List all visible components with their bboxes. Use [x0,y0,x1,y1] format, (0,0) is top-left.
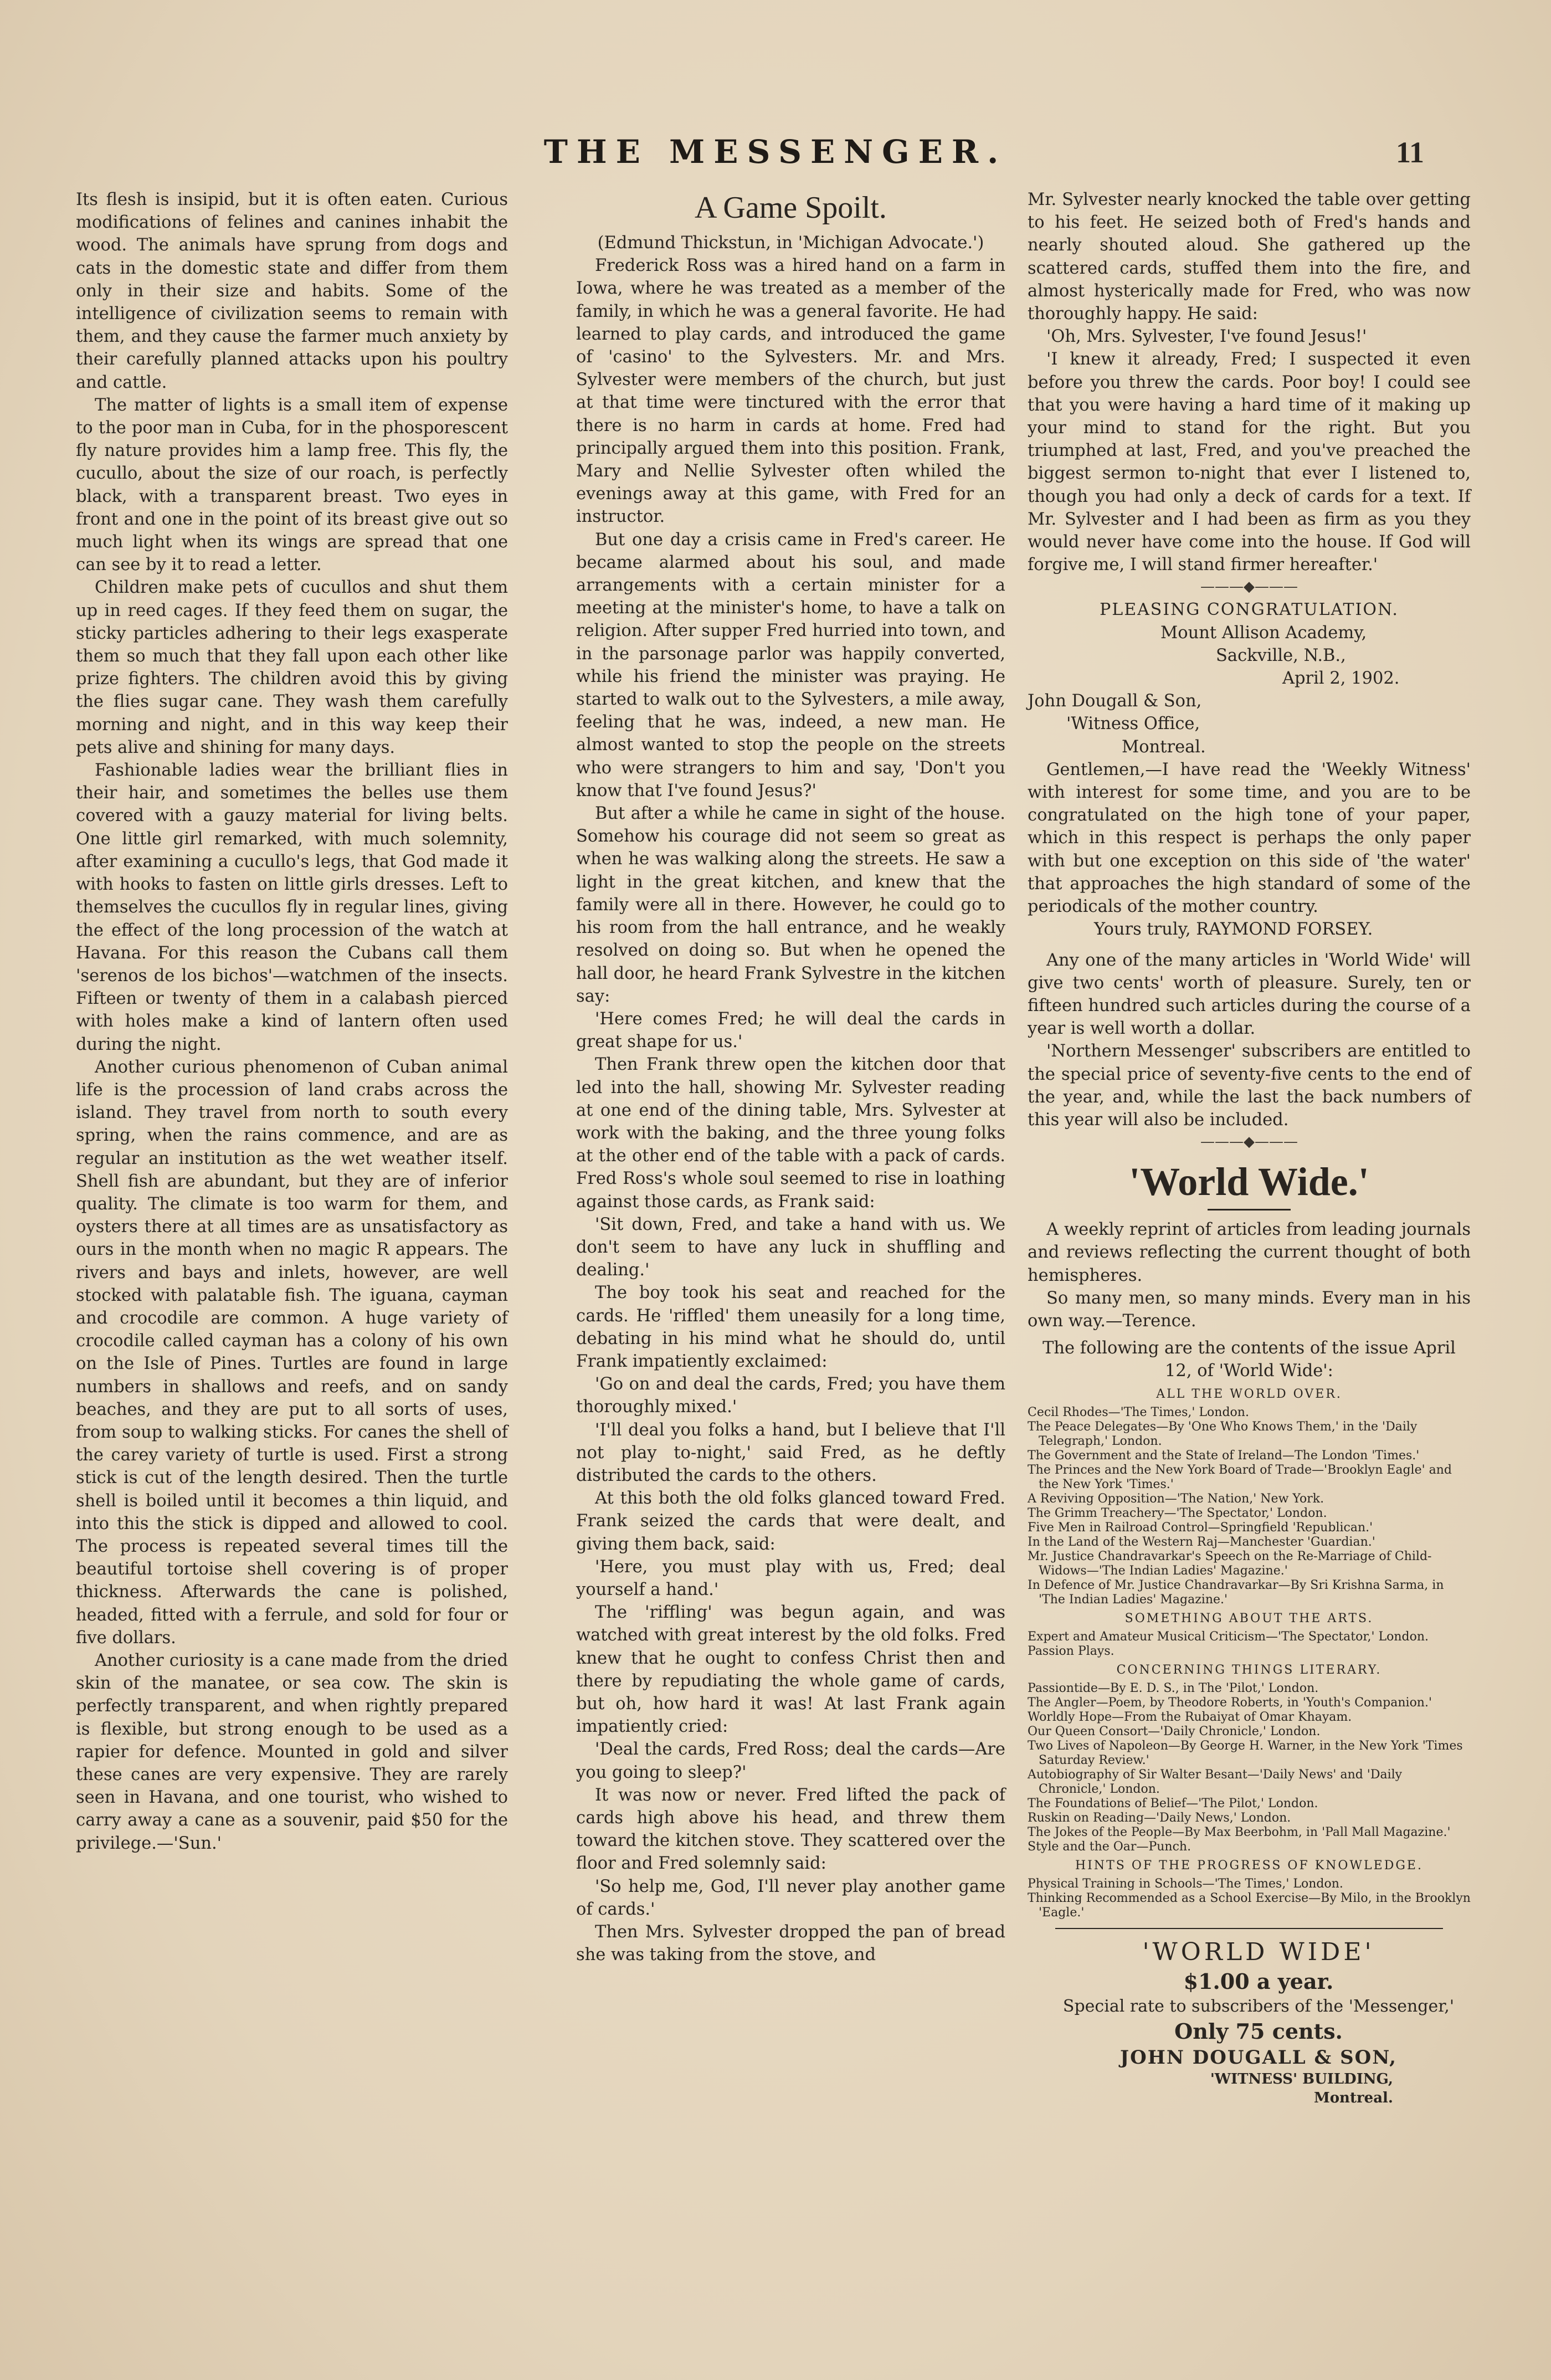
subscription-special: Special rate to subscribers of the 'Messenger,' [1062,1997,1455,2017]
column-1 [76,188,508,1855]
list-item: In the Land of the Western Raj—Manchester 'Guardian.' [1028,1535,1375,1549]
rule [1208,1209,1291,1210]
contents-list [1028,1681,1471,1854]
paragraph: A weekly reprint of articles from leading journals and reviews reflecting the current thought of both hemispheres. [1028,1220,1471,1285]
paragraph: 'Here comes Fred; he will deal the cards in great shape for us.' [576,1009,1005,1052]
list-item: Style and the Oar—Punch. [1028,1840,1192,1854]
contents-section-heading: HINTS OF THE PROGRESS OF KNOWLEDGE. [1075,1859,1423,1873]
paragraph: 'So help me, God, I'll never play another game of cards.' [576,1876,1005,1919]
paragraph: At this both the old folks glanced toward Fred. Frank seized the cards that were dealt, and giving them back, said: [576,1489,1005,1554]
paragraph: Any one of the many articles in 'World Wide' will give two cents' worth of pleasure. Surely, ten or fifteen hundred such articles during the course of a year is well worth a dollar. [1028,950,1471,1039]
column-3 [1028,188,1471,2107]
list-item: Worldly Hope—From the Rubaiyat of Omar Khayam. [1028,1710,1352,1725]
list-item: The Grimm Treachery—'The Spectator,' London. [1028,1506,1327,1520]
ornament-divider: ———◆——— [1200,1133,1298,1151]
list-item: Our Queen Consort—'Daily Chronicle,' London. [1028,1725,1321,1739]
list-item: The Angler—Poem, by Theodore Roberts, in 'Youth's Companion.' [1028,1696,1432,1710]
paragraph: The matter of lights is a small item of expense to the poor man in Cuba, for in the phosporescent fly nature provides him a lamp free. This fly, the cucullo, about the size of our roach, is perfectly black, with a transparent breast. Two eyes in front and one in the point of its breast give out so much light when its wings are spread that one can see by it to read a letter. [76,395,508,575]
list-item: The Jokes of the People—By Max Beerbohm, in 'Pall Mall Magazine.' [1028,1825,1451,1840]
letter-body: Gentlemen,—I have read the 'Weekly Witness' with interest for some time, and you are to be congratulated on the high tone of your paper, which in this respect is perhaps the only paper with but one exception on this side of 'the water' that approaches the high standard of some of the periodicals of the mother country. [1028,760,1471,917]
list-item: Thinking Recommended as a School Exercise—By Milo, in the Brooklyn 'Eagle.' [1028,1891,1471,1920]
letter-from-line: Sackville, N.B., [1216,645,1346,665]
masthead [0,133,1551,183]
contents-section-heading: ALL THE WORLD OVER. [1156,1387,1342,1401]
paragraph: Another curious phenomenon of Cuban animal life is the procession of land crabs across the island. They travel from north to south every spring, when the rains commence, and are as regular an institution as the wet weather itself. Shell fish are abundant, but they are of inferior quality. The climate is too warm for them, and oysters there at all times are as unsatisfactory as ours in the month when no magic R appears. The rivers and bays and inlets, however, are well stocked with palatable fish. The iguana, cayman and crocodile are common. A huge variety of crocodile called cayman has a colony of his own on the Isle of Pines. Turtles are found in large numbers in shallows and reefs, and on sandy beaches, and they are put to all sorts of uses, from soup to walking sticks. For canes the shell of the carey variety of turtle is used. First a strong stick is cut of the length desired. Then the turtle shell is boiled until it becomes a thin liquid, and into this the stick is dipped and allowed to cool. The process is repeated several times till the beautiful tortoise shell covering is of proper thickness. Afterwards the cane is polished, headed, fitted with a ferrule, and sold for four or five dollars. [76,1057,508,1648]
rule [1055,1928,1443,1929]
subscription-title: 'WORLD WIDE' [1142,1938,1375,1967]
world-wide-title: 'World Wide.' [1129,1160,1369,1204]
column-2 [576,188,1005,1966]
paragraph: Frederick Ross was a hired hand on a farm in Iowa, where he was treated as a member of the family, in which he was a general favorite. He had learned to play cards, and introduced the game of 'casino' to the Sylvesters. Mr. and Mrs. Sylvester were members of the church, but just at that time were tinctured with the error that there is no harm in cards at home. Fred had principally argued them into this position. Frank, Mary and Nellie Sylvester often whiled the evenings away at this game, with Fred for an instructor. [576,256,1005,527]
paragraph: Mr. Sylvester nearly knocked the table over getting to his feet. He seized both of Fred's hands and nearly shouted aloud. She gathered up the scattered cards, stuffed them into the fire, and almost hysterically made for Fred, who was now thoroughly happy. He said: [1028,190,1471,324]
contents-intro: The following are the contents of the issue April 12, of 'World Wide': [1042,1338,1456,1381]
publisher-city: Montreal. [1313,2090,1393,2107]
list-item: In Defence of Mr. Justice Chandravarkar—By Sri Krishna Sarma, in 'The Indian Ladies' Magazine.' [1028,1578,1444,1607]
paragraph: 'I knew it already, Fred; I suspected it even before you threw the cards. Poor boy! I could see that you were having a hard time of it making up your mind to stand for the right. But you triumphed at last, Fred, and you've preached the biggest sermon to-night that ever I listened to, though you had only a deck of cards for a text. If Mr. Sylvester and I had been as firm as you they would never have come into the house. If God will forgive me, I will stand firmer hereafter.' [1028,350,1471,575]
contents-list [1028,1406,1471,1607]
contents-list [1028,1630,1471,1659]
paragraph: Fashionable ladies wear the brilliant flies in their hair, and sometimes the belles use them covered with a gauzy material for living belts. One little girl remarked, with much solemnity, after examining a cucullo's legs, that God made it with hooks to fasten on little girls dresses. Left to themselves the cucullos fly in regular lines, giving the effect of the long procession of the watch at Havana. For this reason the Cubans call them 'serenos de los bichos'—watchmen of the insects. Fifteen or twenty of them in a calabash pierced with holes make a kind of lantern often used during the night. [76,761,508,1054]
paragraph: 'Go on and deal the cards, Fred; you have them thoroughly mixed.' [576,1374,1005,1417]
list-item: Cecil Rhodes—'The Times,' London. [1028,1405,1249,1419]
paragraph: 'Northern Messenger' subscribers are entitled to the special price of seventy-five cents to the end of the year, and, while the last the back numbers of this year will also be included. [1028,1042,1471,1130]
list-item: Mr. Justice Chandravarkar's Speech on the Re-Marriage of Child-Widows—'The Indian Ladies' Magazine.' [1028,1549,1432,1578]
paragraph: Children make pets of cucullos and shut them up in reed cages. If they feed them on sugar, the sticky particles adhering to their legs exasperate them so much that they fall upon each other like prize fighters. The children avoid this by giving the flies sugar cane. They wash them carefully morning and night, and in this way keep their pets alive and shining for many days. [76,578,508,757]
paragraph: Then Frank threw open the kitchen door that led into the hall, showing Mr. Sylvester reading at one end of the dining table, Mrs. Sylvester at work with the baking, and the three young folks at the other end of the table with a pack of cards. Fred Ross's whole soul seemed to rise in loathing against those cards, as Frank said: [576,1055,1005,1212]
paragraph: 'Oh, Mrs. Sylvester, I've found Jesus!' [1046,327,1367,347]
publisher-name: JOHN DOUGALL & SON, [1119,2046,1397,2069]
paragraph: 'Deal the cards, Fred Ross; deal the cards—Are you going to sleep?' [576,1740,1005,1782]
article-title: A Game Spoilt. [695,191,887,225]
letter-from-line: Mount Allison Academy, [1160,623,1367,643]
letter-signature: Yours truly, RAYMOND FORSEY. [1094,920,1373,940]
list-item: The Foundations of Belief—'The Pilot,' London. [1028,1797,1318,1811]
paragraph: But one day a crisis came in Fred's career. He became alarmed about his soul, and made arrangements with a certain minister for a meeting at the minister's home, to have a talk on religion. After supper Fred hurried into town, and in the parsonage parlor was happily converted, while his friend the minister was praying. He started to walk out to the Sylvesters, a mile away, feeling that he was, indeed, a new man. He almost wanted to stop the people on the streets who were strangers to him and say, 'Don't you know that I've found Jesus?' [576,530,1005,801]
ornament-divider: ———◆——— [1200,578,1298,596]
paragraph: 'I'll deal you folks a hand, but I believe that I'll not play to-night,' said Fred, as he deftly distributed the cards to the others. [576,1420,1005,1485]
paragraph: But after a while he came in sight of the house. Somehow his courage did not seem so great as when he was walking along the streets. He saw a light in the great kitchen, and knew that the family were all in there. However, he could go to his room from the hall entrance, and he weakly resolved on doing so. But when he opened the hall door, he heard Frank Sylvestre in the kitchen say: [576,804,1005,1006]
subscription-offer: Only 75 cents. [1174,2019,1343,2044]
paragraph: It was now or never. Fred lifted the pack of cards high above his head, and threw them toward the kitchen stove. They scattered over the floor and Fred solemnly said: [576,1785,1005,1874]
list-item: The Princes and the New York Board of Trade—'Brooklyn Eagle' and the New York 'Times.' [1028,1463,1452,1491]
contents-section-heading: CONCERNING THINGS LITERARY. [1116,1663,1382,1677]
list-item: The Government and the State of Ireland—The London 'Times.' [1028,1448,1420,1463]
list-item: Passion Plays. [1028,1644,1115,1658]
letter-to-line: 'Witness Office, [1066,714,1200,734]
paragraph: So many men, so many minds. Every man in his own way.—Terence. [1028,1288,1471,1331]
list-item: The Peace Delegates—By 'One Who Knows Them,' in the 'Daily Telegraph,' London. [1028,1419,1418,1448]
list-item: Physical Training in Schools—'The Times,' London. [1028,1877,1343,1891]
paragraph: Its flesh is insipid, but it is often eaten. Curious modifications of felines and canines inhabit the wood. The animals have sprung from dogs and cats in the domestic state and differ from them only in their size and habits. Some of the intelligence of civilization seems to remain with them, and they cause the farmer much anxiety by their carefully planned attacks upon his poultry and cattle. [76,190,508,392]
list-item: Passiontide—By E. D. S., in The 'Pilot,' London. [1028,1681,1319,1696]
paragraph: 'Sit down, Fred, and take a hand with us. We don't seem to have any luck in shuffling and dealing.' [576,1214,1005,1280]
contents-section-heading: SOMETHING ABOUT THE ARTS. [1124,1611,1374,1625]
congratulation-heading: PLEASING CONGRATULATION. [1100,600,1399,620]
letter-date: April 2, 1902. [1282,669,1400,689]
paragraph: Then Mrs. Sylvester dropped the pan of bread she was taking from the stove, and [576,1922,1005,1965]
letter-to-line: Montreal. [1122,737,1206,757]
list-item: Autobiography of Sir Walter Besant—'Daily News' and 'Daily Chronicle,' London. [1028,1768,1403,1797]
subscription-price: $1.00 a year. [1183,1969,1334,1994]
list-item: Ruskin on Reading—'Daily News,' London. [1028,1811,1291,1825]
list-item: A Reviving Opposition—'The Nation,' New York. [1028,1491,1324,1506]
list-item: Expert and Amateur Musical Criticism—'The Spectator,' London. [1028,1629,1429,1644]
paragraph: Another curiosity is a cane made from the dried skin of the manatee, or sea cow. The skin is perfectly transparent, and when rightly prepared is flexible, but strong enough to be used as a rapier for defence. Mounted in gold and silver these canes are very expensive. They are rarely seen in Havana, and one tourist, who wished to carry away a cane as a souvenir, paid $50 for the privilege.—'Sun.' [76,1651,508,1853]
publisher-building: 'WITNESS' BUILDING, [1210,2071,1393,2088]
paragraph: The boy took his seat and reached for the cards. He 'riffled' them uneasily for a long time, debating in his mind what he should do, until Frank impatiently exclaimed: [576,1283,1005,1371]
contents-list [1028,1877,1471,1920]
list-item: Two Lives of Napoleon—By George H. Warner, in the New York 'Times Saturday Review.' [1028,1739,1463,1768]
article-byline: (Edmund Thickstun, in 'Michigan Advocate.') [597,233,984,253]
page-number: 11 [1396,136,1425,169]
paragraph: 'Here, you must play with us, Fred; deal yourself a hand.' [576,1557,1005,1599]
letter-to-line: John Dougall & Son, [1028,691,1202,711]
newspaper-title: THE MESSENGER. [543,133,1008,171]
world-wide-subscription-box [1028,1937,1471,2107]
paragraph: The 'riffling' was begun again, and was watched with great interest by the old folks. Fred knew that he ought to confess Christ then and there by repudiating the whole game of cards, but oh, how hard it was! At last Frank again impatiently cried: [576,1603,1005,1737]
list-item: Five Men in Railroad Control—Springfield 'Republican.' [1028,1520,1373,1535]
